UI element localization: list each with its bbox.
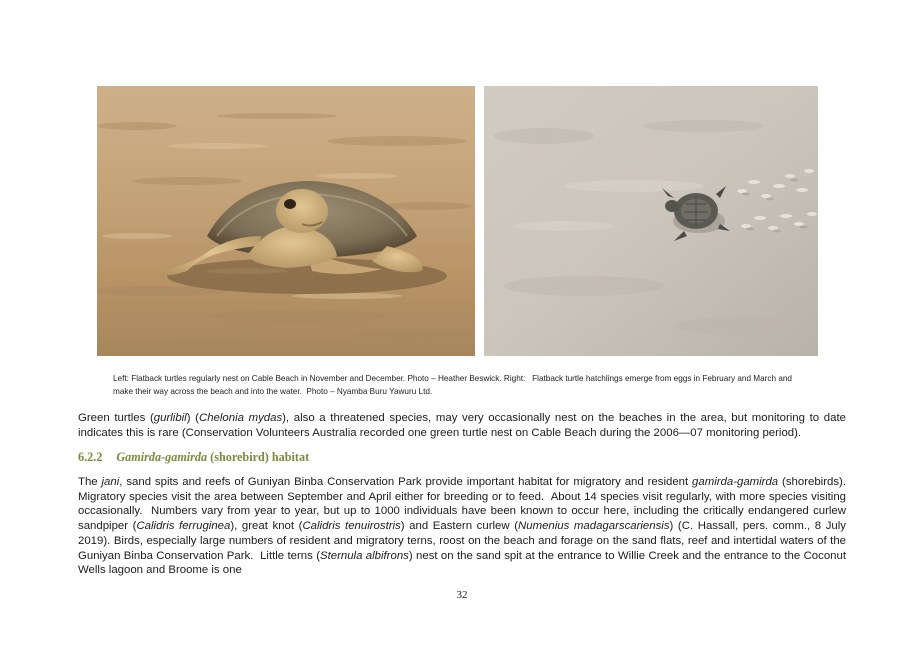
text-run: ) and Eastern curlew ( <box>400 520 519 533</box>
shorebird-paragraph <box>78 475 846 578</box>
italic-run: Sternula albifrons <box>320 549 409 562</box>
text-run: ) nest on the sand spit at the entrance to Willie Creek and the entrance to the Coconut Wells lagoon and Broome is one <box>78 549 847 577</box>
section-heading <box>78 450 309 465</box>
section-title-italic: Gamirda-gamirda <box>116 450 208 464</box>
caption-text: Left: Flatback turtles regularly nest on Cable Beach in November and December. Photo – Heather Beswick. Right: Flatback turtle hatchlings emerge from eggs in February and March and make their way across the beach and into the water. Photo – Nyamba Buru Yawuru Ltd. <box>113 374 792 396</box>
text-run: (shorebirds). Migratory species visit the area between September and April either for breeding or to feed. About 14 species visit regularly, with more species visiting occasionally. Numbers vary from year to year, but up to 1000 individuals have been known to occur here, including the critically endangered curlew sandpiper ( <box>78 476 846 533</box>
italic-run: Numenius madagarscariensis <box>518 520 670 533</box>
italic-run: Calidris tenuirostris <box>302 520 401 533</box>
text-run: ) (C. Hassall, pers. comm., 8 July 2019). Birds, especially large numbers of resident and migratory terns, roost on the beach and forage on the sand flats, reef and intertidal waters of the Guniyan Binba Conservation Park. Little terns ( <box>78 520 846 562</box>
italic-run: Calidris ferruginea <box>136 520 231 533</box>
text-run: , sand spits and reefs of Guniyan Binba Conservation Park provide important habitat for migratory and resident <box>119 476 693 488</box>
page-number: 32 <box>456 589 468 601</box>
italic-run: gurlibil <box>153 412 187 424</box>
section-title-rest: (shorebird) habitat <box>207 450 310 464</box>
figure-caption <box>113 373 813 398</box>
italic-run: jani <box>101 476 120 488</box>
green-turtles-paragraph <box>78 411 846 440</box>
italic-run: gamirda-gamirda <box>692 476 779 488</box>
hatchling-photo <box>484 86 818 356</box>
text-run: ) ( <box>186 412 199 424</box>
flatback-turtle-photo <box>97 86 475 356</box>
section-number: 6.2.2 <box>78 450 103 464</box>
hatchling-image <box>484 86 818 356</box>
italic-run: Chelonia mydas <box>198 412 283 424</box>
text-run: Green turtles ( <box>78 412 154 424</box>
flatback-turtle-image <box>97 86 475 356</box>
text-run: ), great knot ( <box>230 520 303 533</box>
text-run: The <box>78 476 102 488</box>
text-run: ), also a threatened species, may very occasionally nest on the beaches in the area, but monitoring to date indicates this is rare (Conservation Volunteers Australia recorded one green turtle nest on Cable Beach during the 2006—07 monitoring period). <box>78 412 846 439</box>
